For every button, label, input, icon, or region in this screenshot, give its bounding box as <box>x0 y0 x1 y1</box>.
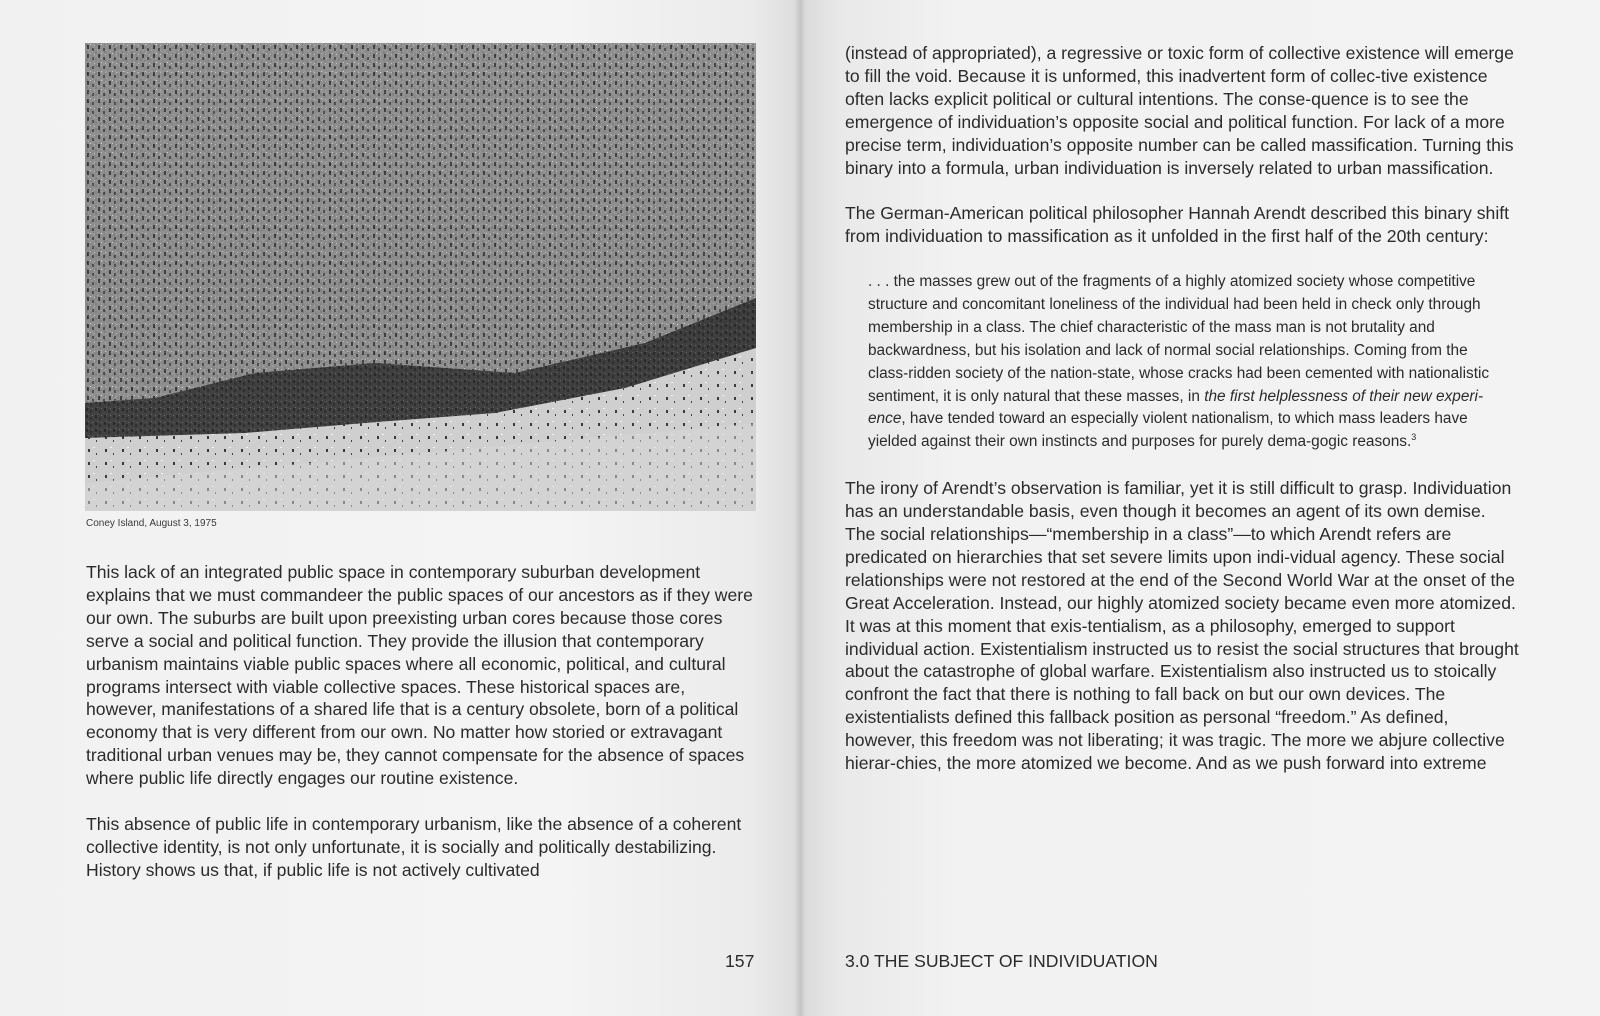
quote-italic-text: the first helplessness of their new experi-ence <box>868 387 1484 428</box>
right-paragraph-1: (instead of appropriated), a regressive or toxic form of collective existence will emerge to fill the void. Because it is unformed, this inadvertent form of collec-tive existence often lacks explicit political or cultural intentions. The conse-quence is to see the emergence of individuation’s opposite social and political function. For lack of a more precise term, individuation’s opposite number can be called massification. Turning this binary into a formula, urban individuation is inversely related to urban massification. <box>845 43 1514 178</box>
beach-crowd-photo <box>85 43 756 511</box>
footnote-marker: 3 <box>1411 432 1417 443</box>
photo-caption: Coney Island, August 3, 1975 <box>86 518 217 529</box>
right-page <box>800 0 1600 1016</box>
right-paragraph-3: The irony of Arendt’s observation is familiar, yet it is still difficult to grasp. Individuation has an understandable basis, even though it becomes an agent of its own demise. The social relationships—“membership in a class”—to which Arendt refers are predicated on hierarchies that set severe limits upon indi-vidual agency. These social relationships were not restored at the end of the Second World War at the onset of the Great Acceleration. Instead, our highly atomized society became even more atomized. It was at this moment that exis-tentialism, as a philosophy, emerged to support individual action. Existentialism instructed us to resist the social structures that brought about the catastrophe of global warfare. Existentialism also instructed us to stoically confront the fact that there is nothing to fall back on but our own devices. The existentialists defined this fallback position as personal “freedom.” As defined, however, this freedom was not liberating; it was tragic. The more we abjure collective hierar-chies, the more atomized we become. And as we push forward into extreme <box>845 478 1519 774</box>
left-body-text <box>86 561 758 882</box>
running-head: 3.0 THE SUBJECT OF INDIVIDUATION <box>845 951 1158 971</box>
left-paragraph-2: This absence of public life in contemporary urbanism, like the absence of a coherent collective identity, is not only unfortunate, it is socially and politically destabilizing. History shows us that, if public life is not actively cultivated <box>86 813 742 880</box>
right-body-text <box>845 42 1520 775</box>
right-paragraph-2: The German-American political philosopher Hannah Arendt described this binary shift from individuation to massification as it unfolded in the first half of the 20th century: <box>845 203 1510 247</box>
gutter-shadow <box>794 0 806 1016</box>
block-quote <box>868 271 1498 454</box>
left-paragraph-1: This lack of an integrated public space in contemporary suburban development explains that we must commandeer the public spaces of our ancestors as if they were our own. The suburbs are built upon preexisting urban cores because those cores serve a social and political function. They provide the illusion that contemporary urbanism maintains viable public spaces where all economic, political, and cultural programs intersect with viable collective spaces. These historical spaces are, however, manifestations of a shared life that is a century obsolete, born of a political economy that is very different from our own. No matter how storied or extravagant traditional urban venues may be, they cannot compensate for the absence of spaces where public life directly engages our routine existence. <box>86 562 753 789</box>
page-number: 157 <box>725 951 755 971</box>
quote-text-before: . . . the masses grew out of the fragments of a highly atomized society whose competitive structure and concomitant loneliness of the individual had been held in check only through membership in a class. The chief characteristic of the mass man is not brutality and backwardness, but his isolation and lack of normal social relationships. Coming from the class-ridden society of the nation-state, whose cracks had been cemented with nationalistic sentiment, it is only natural that these masses, in <box>868 273 1490 405</box>
quote-text-after: , have tended toward an especially violent nationalism, to which mass leaders have yielded against their own instincts and purposes for purely dema-gogic reasons. <box>868 410 1468 451</box>
